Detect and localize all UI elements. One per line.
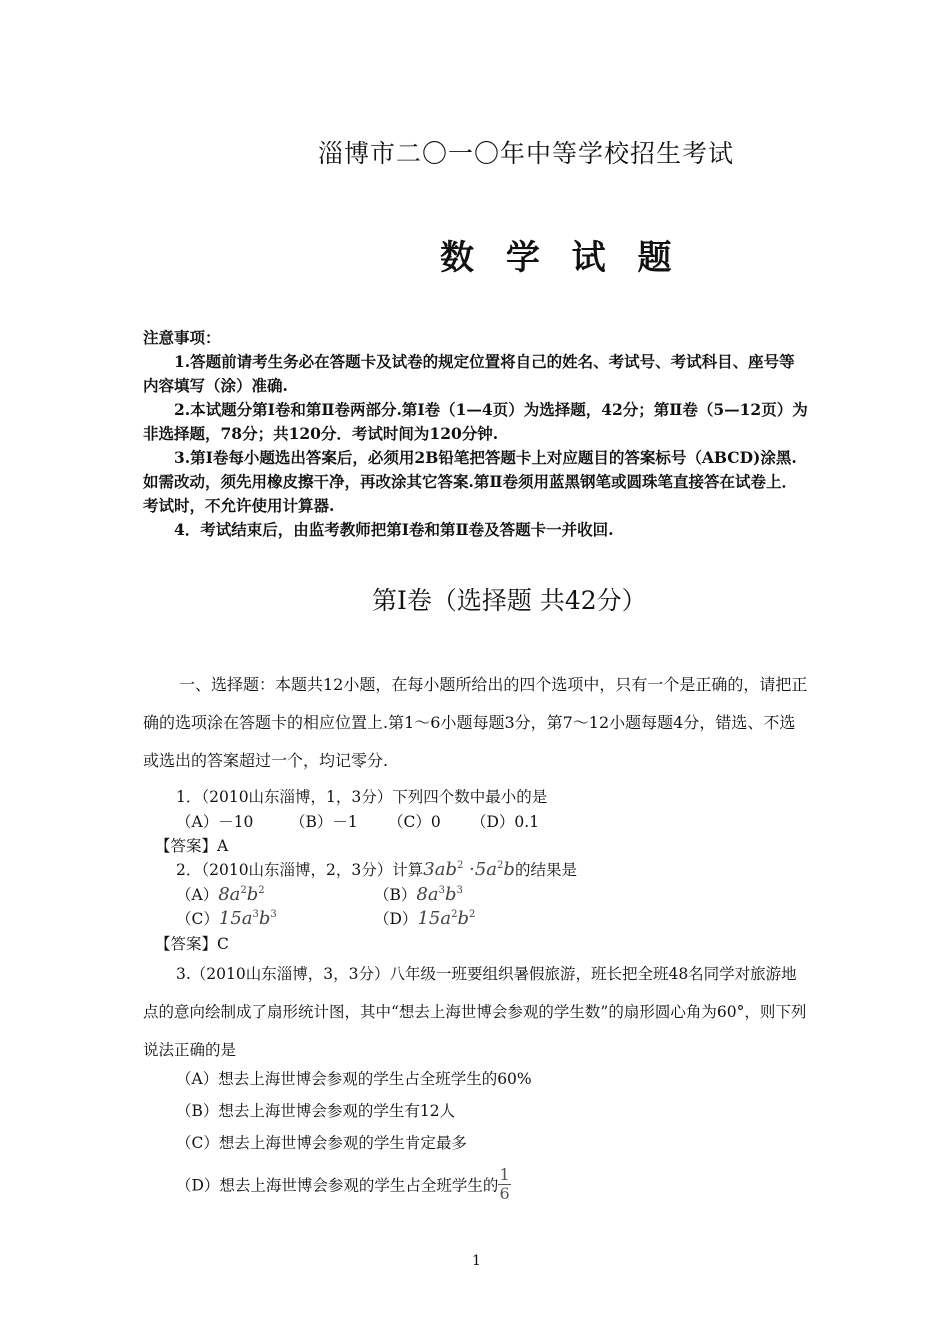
notes-item-4: 4．考试结束后，由监考教师把第Ⅰ卷和第Ⅱ卷及答题卡一并收回. [174,520,614,539]
q2-stem-post: 的结果是 [514,861,577,879]
q3-option-c: （C）想去上海世博会参观的学生肯定最多 [176,1134,467,1152]
q2-option-a [176,883,265,905]
q3-stem: 3.（2010山东淄博，3，3分）八年级一班要组织暑假旅游，班长把全班48名同学对旅游地点的意向绘制成了扇形统计图，其中“想去上海世博会参观的学生数”的扇形圆心角为60°，则下列说法正确的是 [143,965,807,1059]
q2-expression: $3ab^2 \cdot 5a^2b$ [423,859,515,880]
fraction-numerator: 1 [499,1165,510,1184]
q1-option-b: （B）－1 [290,813,358,831]
exam-title: 淄博市二〇一〇年中等学校招生考试 [318,139,735,168]
q1-stem: 1．（2010山东淄博，1，3分）下列四个数中最小的是 [176,788,548,806]
q2-option-d-math: $15a^2b^2$ [417,908,476,929]
q2-option-d [374,907,475,929]
q2-option-b [374,883,463,905]
q2-option-b-label: （B） [374,886,417,904]
notes-item-1: 1.答题前请考生务必在答题卡及试卷的规定位置将自己的姓名、考试号、考试科目、座号等内容填写（涂）准确. [143,352,795,395]
q1-option-c: （C）0 [388,813,441,831]
q2-option-c-label: （C） [176,910,219,928]
q1-option-d: （D）0.1 [471,813,540,831]
q2-option-d-label: （D） [374,910,418,928]
section-title: 第Ⅰ卷（选择题 共42分） [372,586,647,615]
q2-answer: 【答案】C [155,935,229,953]
q2-option-c-math: $15a^3b^3$ [218,908,277,929]
q2-option-c [176,907,277,929]
q1-option-a: （A）－10 [176,813,254,831]
q1-answer: 【答案】A [155,837,229,855]
page-number: 1 [472,1253,481,1269]
q3-option-b: （B）想去上海世博会参观的学生有12人 [176,1102,456,1120]
q3-option-d-fraction [498,1166,510,1203]
fraction-denominator: 6 [499,1184,510,1203]
q3-option-d [176,1166,511,1203]
notes-heading: 注意事项： [143,328,221,347]
q2-stem [176,858,577,880]
q2-option-a-label: （A） [176,886,219,904]
q2-option-b-math: $8a^3b^3$ [416,884,463,905]
subject-title: 数 学 试 题 [440,238,682,278]
notes-item-3: 3.第Ⅰ卷每小题选出答案后，必须用2B铅笔把答题卡上对应题目的答案标号（ABCD)涂黑.如需改动，须先用橡皮擦干净，再改涂其它答案.第Ⅱ卷须用蓝黑钢笔或圆珠笔直接答在试卷上．考试时，不允许使用计算器. [143,448,797,515]
q3-option-a: （A）想去上海世博会参观的学生占全班学生的60% [176,1070,532,1088]
q2-stem-pre: 2．（2010山东淄博，2，3分）计算 [176,861,424,879]
notes-item-2: 2.本试题分第Ⅰ卷和第Ⅱ卷两部分.第Ⅰ卷（1—4页）为选择题，42分；第Ⅱ卷（5—12页）为非选择题，78分；共120分．考试时间为120分钟. [143,400,808,443]
section-intro: 一、选择题：本题共12小题，在每小题所给出的四个选项中，只有一个是正确的，请把正确的选项涂在答题卡的相应位置上.第1～6小题每题3分，第7～12小题每题4分，错选、不选或选出的答案超过一个，均记零分. [143,675,808,770]
q3-option-d-text: （D）想去上海世博会参观的学生占全班学生的 [176,1176,499,1195]
q2-option-a-math: $8a^2b^2$ [218,884,265,905]
